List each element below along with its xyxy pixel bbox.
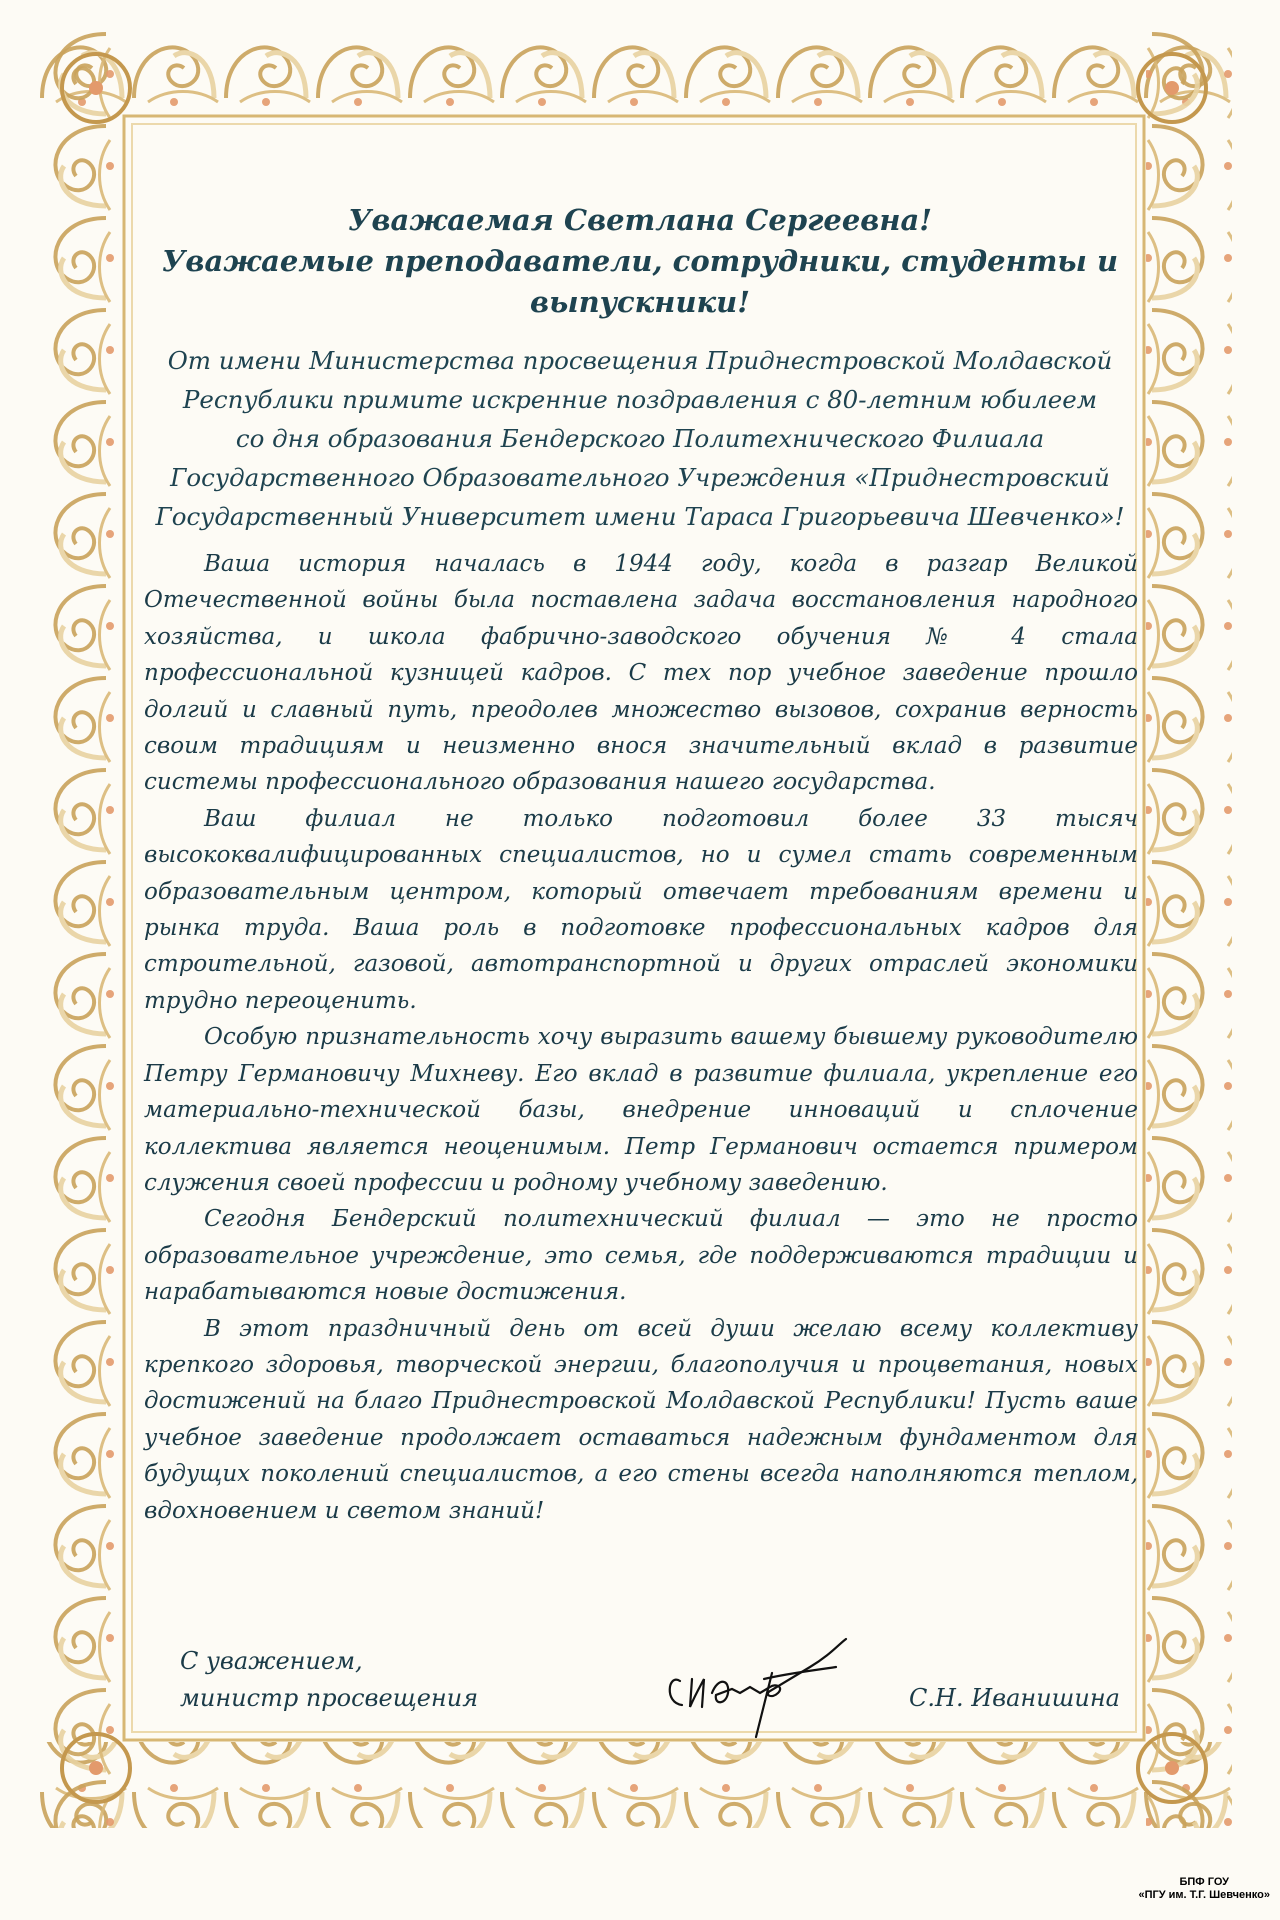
body-paragraph-gratitude: Особую признательность хочу выразить вашему бывшему руководителю Петру Германовичу Михневу. Его вклад в развитие филиала, укрепление его материально-технической базы, внедрение инноваций и сплочение коллектива является неоценимым. Петр Германович остается примером служения своей профессии и родному учебному заведению. bbox=[144, 1024, 1138, 1196]
signer-name: С.Н. Иванишина bbox=[909, 1684, 1120, 1712]
closing-text: С уважением, bbox=[180, 1647, 363, 1675]
letter-content bbox=[128, 200, 1152, 1529]
body-paragraph-achievements: Ваш филиал не только подготовил более 33 тысяч высококвалифицированных специалистов, но и сумел стать современным образовательным центром, который отвечает требованиям времени и рынка труда. Ваша роль в подготовке профессиональных кадров для строительной, газовой, автотранспортной и других отраслей экономики трудно переоценить. bbox=[144, 805, 1138, 1014]
intro-line: Республики примите искренние поздравления с 80-летним юбилеем bbox=[182, 385, 1098, 414]
intro-line: со дня образования Бендерского Политехнического Филиала bbox=[235, 424, 1045, 453]
stamp-line-2: «ПГУ им. Т.Г. Шевченко» bbox=[1138, 1889, 1270, 1901]
body-paragraph-history: Ваша история началась в 1944 году, когда в разгар Великой Отечественной войны была поставлена задача восстановления народного хозяйства, и школа фабрично-заводского обучения № 4 стала профессиональной кузницей кадров. С тех пор учебное заведение прошло долгий и славный путь, преодолев множество вызовов, сохранив верность своим традициям и неизменно внося значительный вклад в развитие системы профессионального образования нашего государства. bbox=[144, 551, 1138, 796]
signature-left bbox=[180, 1643, 478, 1717]
intro-paragraph bbox=[128, 341, 1152, 536]
signer-title: министр просвещения bbox=[180, 1684, 479, 1712]
greeting-line-3: выпускники! bbox=[530, 285, 750, 319]
intro-line: Государственного Образовательного Учреждения «Приднестровский bbox=[170, 463, 1110, 492]
intro-line: Государственный Университет имени Тараса Григорьевича Шевченко»! bbox=[155, 502, 1125, 531]
intro-line: От имени Министерства просвещения Приднестровской Молдавской bbox=[167, 346, 1113, 375]
greeting-heading bbox=[128, 200, 1152, 323]
handwritten-signature bbox=[660, 1633, 850, 1743]
body-paragraph-today: Сегодня Бендерский политехнический филиал — это не просто образовательное учреждение, это семья, где поддерживаются традиции и нарабатываются новые достижения. bbox=[144, 1206, 1138, 1306]
stamp-line-1: БПФ ГОУ bbox=[1179, 1876, 1229, 1888]
greeting-line-2: Уважаемые преподаватели, сотрудники, студенты и bbox=[161, 244, 1119, 278]
body-paragraph-wishes: В этот праздничный день от всей души желаю всему коллективу крепкого здоровья, творческой энергии, благополучия и процветания, новых достижений на благо Приднестровской Молдавской Республики! Пусть ваше учебное заведение продолжает оставаться надежным фундаментом для будущих поколений специалистов, а его стены всегда наполняются теплом, вдохновением и светом знаний! bbox=[144, 1315, 1138, 1524]
signature-block bbox=[180, 1643, 1140, 1733]
greeting-line-1: Уважаемая Светлана Сергеевна! bbox=[347, 203, 933, 237]
corner-stamp bbox=[1138, 1876, 1270, 1902]
